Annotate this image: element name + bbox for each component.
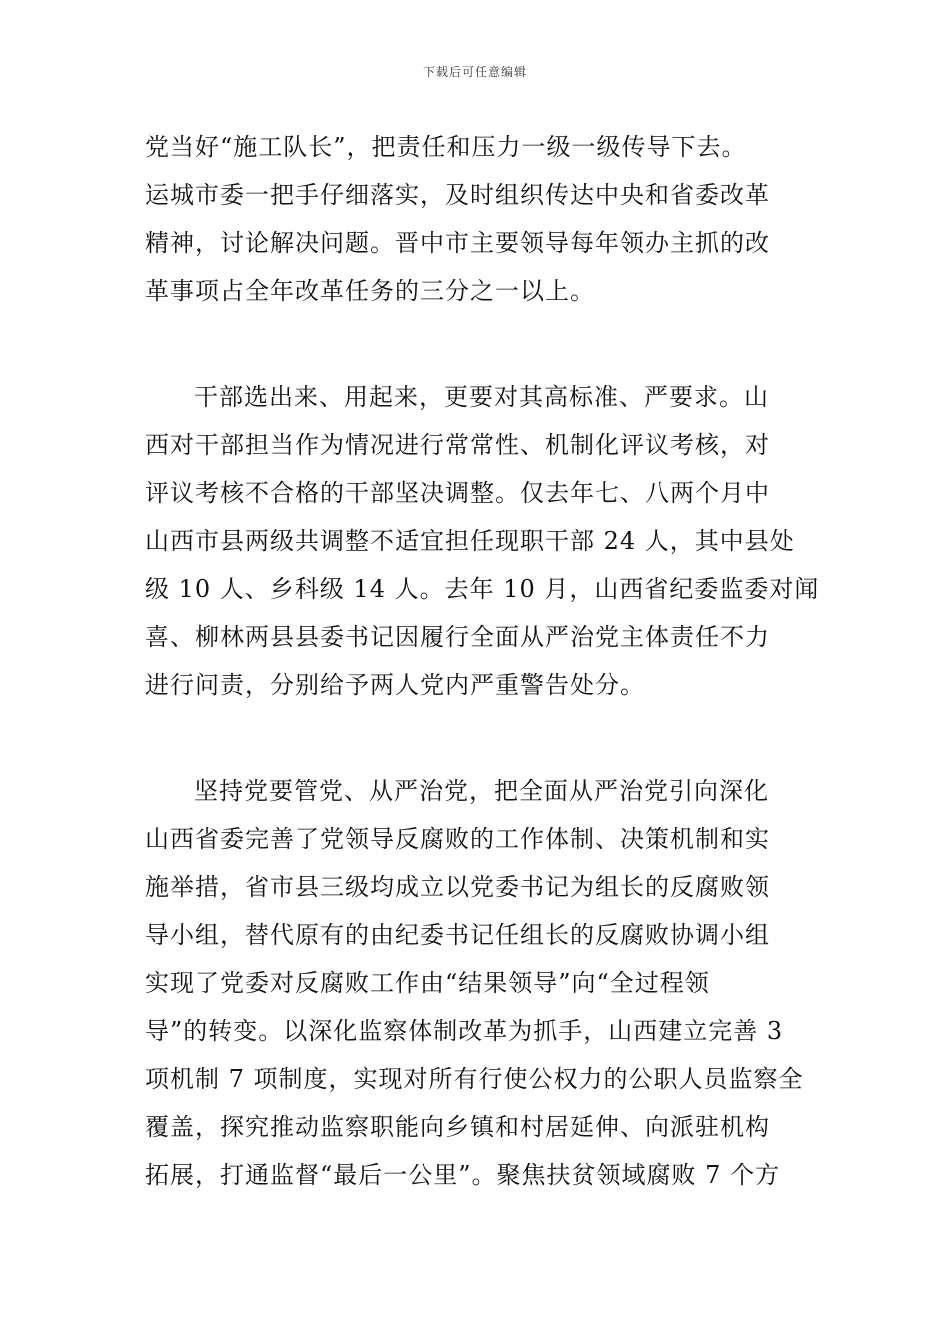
paragraph-line: 导”的转变。以深化监察体制改革为抓手，山西建立完善 3 (145, 1017, 784, 1045)
paragraph-spacer (145, 713, 810, 771)
paragraph-line: 实现了党委对反腐败工作由“结果领导”向“全过程领 (145, 969, 710, 997)
paragraph-3 (145, 771, 810, 1203)
paragraph-line: 西对干部担当作为情况进行常常性、机制化评议考核，对 (145, 431, 770, 459)
paragraph-line: 运城市委一把手仔细落实，及时组织传达中央和省委改革 (145, 181, 770, 209)
paragraph-line: 进行问责，分别给予两人党内严重警告处分。 (145, 671, 645, 699)
paragraph-line: 导小组，替代原有的由纪委书记任组长的反腐败协调小组 (145, 921, 770, 949)
paragraph-line: 党当好“施工队长”，把责任和压力一级一级传导下去。 (145, 133, 747, 161)
paragraph-line: 评议考核不合格的干部坚决调整。仅去年七、八两个月中 (145, 479, 770, 507)
paragraph-line: 项机制 7 项制度，实现对所有行使公权力的公职人员监察全 (145, 1065, 804, 1093)
paragraph-line: 山西省委完善了党领导反腐败的工作体制、决策机制和实 (145, 825, 770, 853)
paragraph-line: 干部选出来、用起来，更要对其高标准、严要求。山 (194, 383, 769, 411)
paragraph-line: 覆盖，探究推动监察职能向乡镇和村居延伸、向派驻机构 (145, 1113, 770, 1141)
paragraph-line: 施举措，省市县三级均成立以党委书记为组长的反腐败领 (145, 873, 770, 901)
paragraph-line: 坚持党要管党、从严治党，把全面从严治党引向深化 (194, 777, 769, 805)
page-header: 下载后可任意编辑 (422, 65, 527, 79)
paragraph-2 (145, 377, 820, 713)
paragraph-line: 革事项占全年改革任务的三分之一以上。 (145, 277, 595, 305)
paragraph-line: 拓展，打通监督“最后一公里”。聚焦扶贫领域腐败 7 个方 (145, 1161, 781, 1189)
paragraph-spacer (145, 319, 810, 377)
paragraph-1 (145, 127, 810, 319)
document-body (145, 127, 820, 1203)
paragraph-line: 级 10 人、乡科级 14 人。去年 10 月，山西省纪委监委对闻 (145, 575, 820, 603)
paragraph-line: 精神，讨论解决问题。晋中市主要领导每年领办主抓的改 (145, 229, 770, 257)
paragraph-line: 山西市县两级共调整不适宜担任现职干部 24 人，其中县处 (145, 527, 795, 555)
paragraph-line: 喜、柳林两县县委书记因履行全面从严治党主体责任不力 (145, 623, 770, 651)
